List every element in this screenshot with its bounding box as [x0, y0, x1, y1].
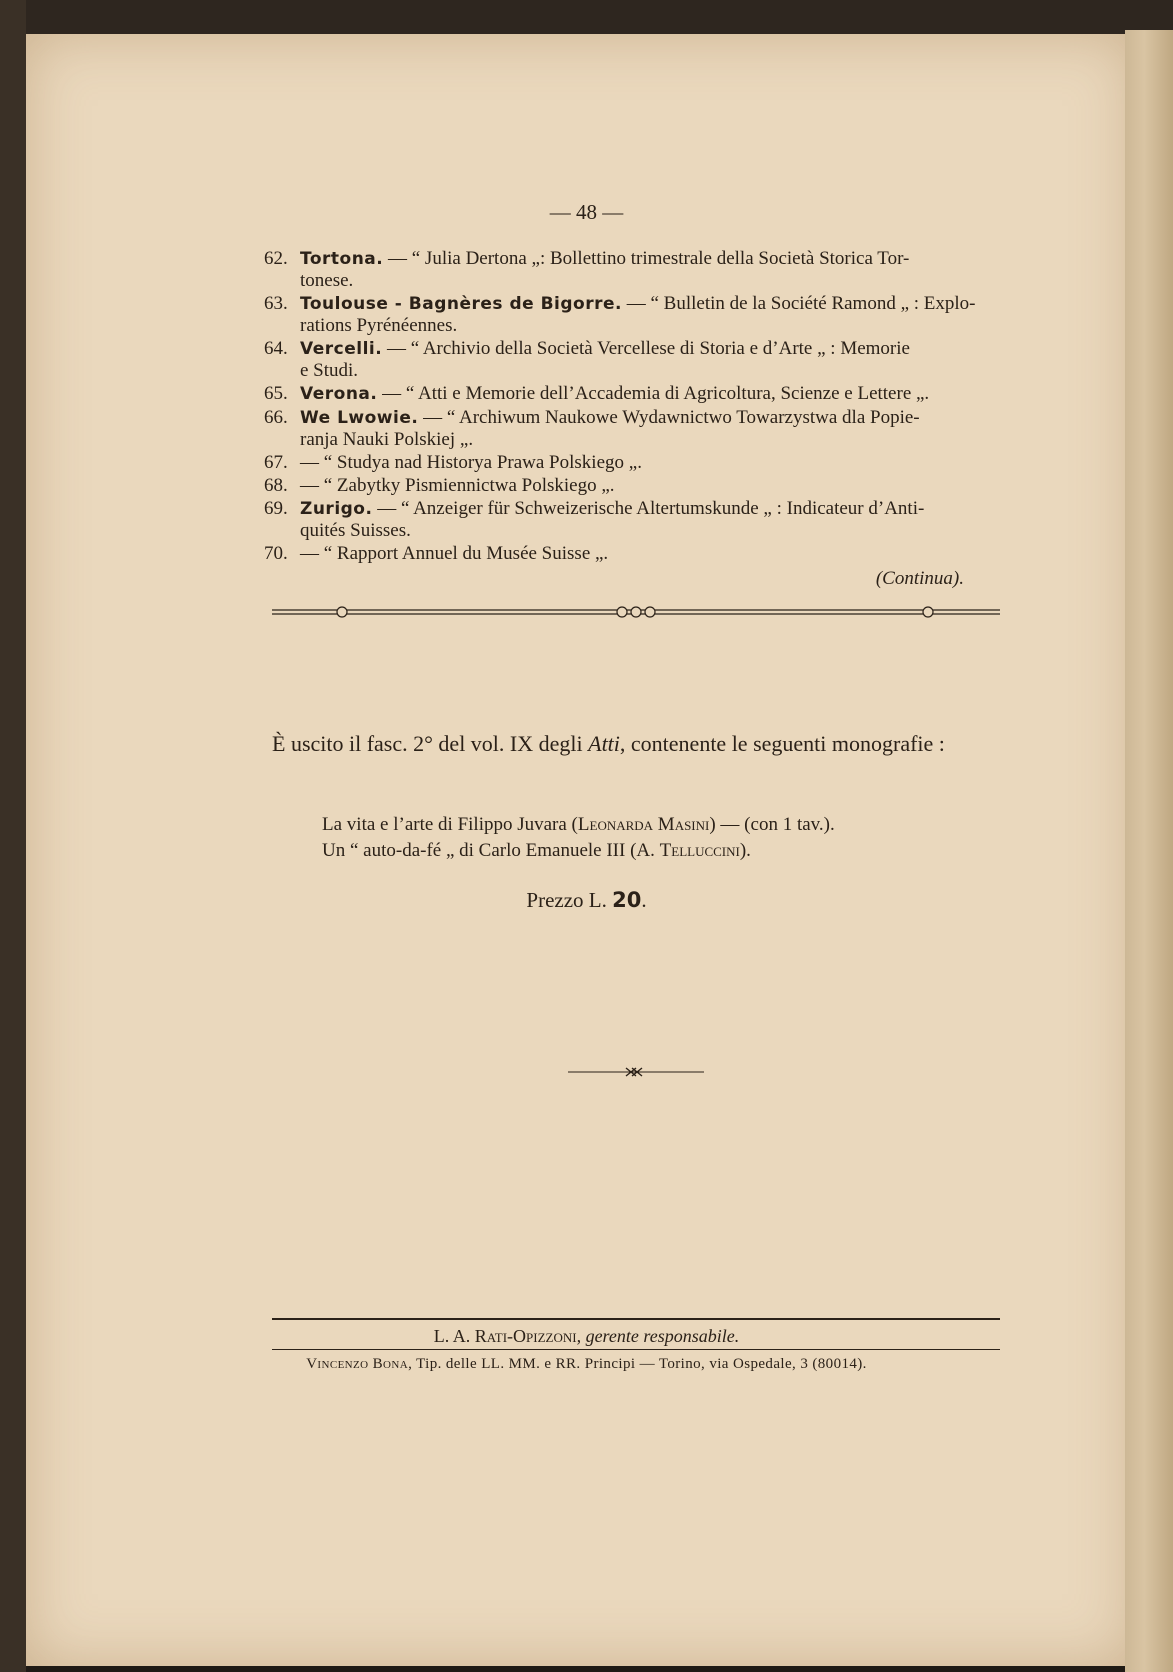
entry-title: — “ Archivio della Società Vercellese di Storia e d’Arte „ : Memorie: [386, 338, 910, 359]
entry-number: 66.: [264, 407, 288, 428]
entry-place: Zurigo.: [300, 499, 373, 519]
monograph-item: Un “ auto-da-fé „ di Carlo Emanuele III (A. Telluccini).: [322, 840, 751, 861]
entry-place: Vercelli.: [300, 339, 383, 359]
entry-continuation: e Studi.: [300, 360, 359, 381]
entry-continuation: tonese.: [300, 270, 354, 291]
list-item: [264, 248, 1000, 291]
entry-title: — “ Archiwum Naukowe Wydawnictwo Towarzystwa dla Popie-: [423, 407, 920, 428]
monograph-list: [322, 812, 1022, 864]
entry-number: 67.: [264, 452, 288, 473]
list-item: [264, 407, 1000, 450]
entry-number: 70.: [264, 543, 288, 564]
entry-place: Verona.: [300, 384, 378, 404]
notice-atti: Atti: [588, 731, 620, 756]
entry-number: 69.: [264, 498, 288, 519]
entry-title: — “ Bulletin de la Société Ramond „ : Explo-: [626, 293, 976, 314]
price-line: Prezzo L. 20.: [526, 888, 647, 912]
notice-text-start: È uscito il fasc. 2° del vol. IX degli: [272, 731, 589, 756]
monograph-item: La vita e l’arte di Filippo Juvara (Leonarda Masini) — (con 1 tav.).: [322, 814, 835, 835]
entry-title: — “ Studya nad Historya Prawa Polskiego „.: [300, 452, 642, 473]
responsible-manager: L. A. Rati-Opizzoni, gerente responsabile.: [433, 1326, 740, 1346]
list-item: [264, 293, 1000, 336]
list-item: [264, 498, 1000, 541]
entry-title: — “ Rapport Annuel du Musée Suisse „.: [300, 543, 609, 564]
entry-place: Toulouse - Bagnères de Bigorre.: [300, 294, 622, 314]
entry-continuation: quités Suisses.: [300, 520, 411, 541]
entry-number: 62.: [264, 248, 288, 269]
entry-place: Tortona.: [300, 249, 384, 269]
list-item: [264, 543, 1000, 564]
footer-rule-thin: [272, 1349, 1000, 1350]
list-item: [264, 475, 1000, 496]
printer-imprint: Vincenzo Bona, Tip. delle LL. MM. e RR. Principi — Torino, via Ospedale, 3 (80014).: [306, 1356, 867, 1372]
footer-rule: [272, 1318, 1000, 1320]
notice-text-end: , contenente le seguenti monografie :: [619, 731, 945, 756]
list-item: [264, 383, 1000, 405]
entry-number: 63.: [264, 293, 288, 314]
divider-ornament: [272, 604, 1000, 620]
entry-title: — “ Anzeiger für Schweizerische Altertumskunde „ : Indicateur d’Anti-: [377, 498, 925, 519]
entry-number: 65.: [264, 383, 288, 404]
end-ornament: [568, 1065, 704, 1079]
list-item: [264, 452, 1000, 473]
entry-number: 64.: [264, 338, 288, 359]
entry-title: — “ Zabytky Pismiennictwa Polskiego „.: [300, 475, 615, 496]
entry-continuation: ranja Nauki Polskiej „.: [300, 429, 474, 450]
entry-number: 68.: [264, 475, 288, 496]
entry-continuation: rations Pyrénéennes.: [300, 315, 458, 336]
page-number: — 48 —: [549, 200, 624, 224]
entry-title: — “ Atti e Memorie dell’Accademia di Agricoltura, Scienze e Lettere „.: [382, 383, 930, 404]
continua-note: (Continua).: [875, 568, 964, 589]
entry-place: We Lwowie.: [300, 408, 419, 428]
list-item: [264, 338, 1000, 381]
periodical-list: [264, 248, 1000, 589]
publication-notice: [272, 728, 1000, 760]
entry-title: — “ Julia Dertona „: Bollettino trimestrale della Società Storica Tor-: [388, 248, 910, 269]
